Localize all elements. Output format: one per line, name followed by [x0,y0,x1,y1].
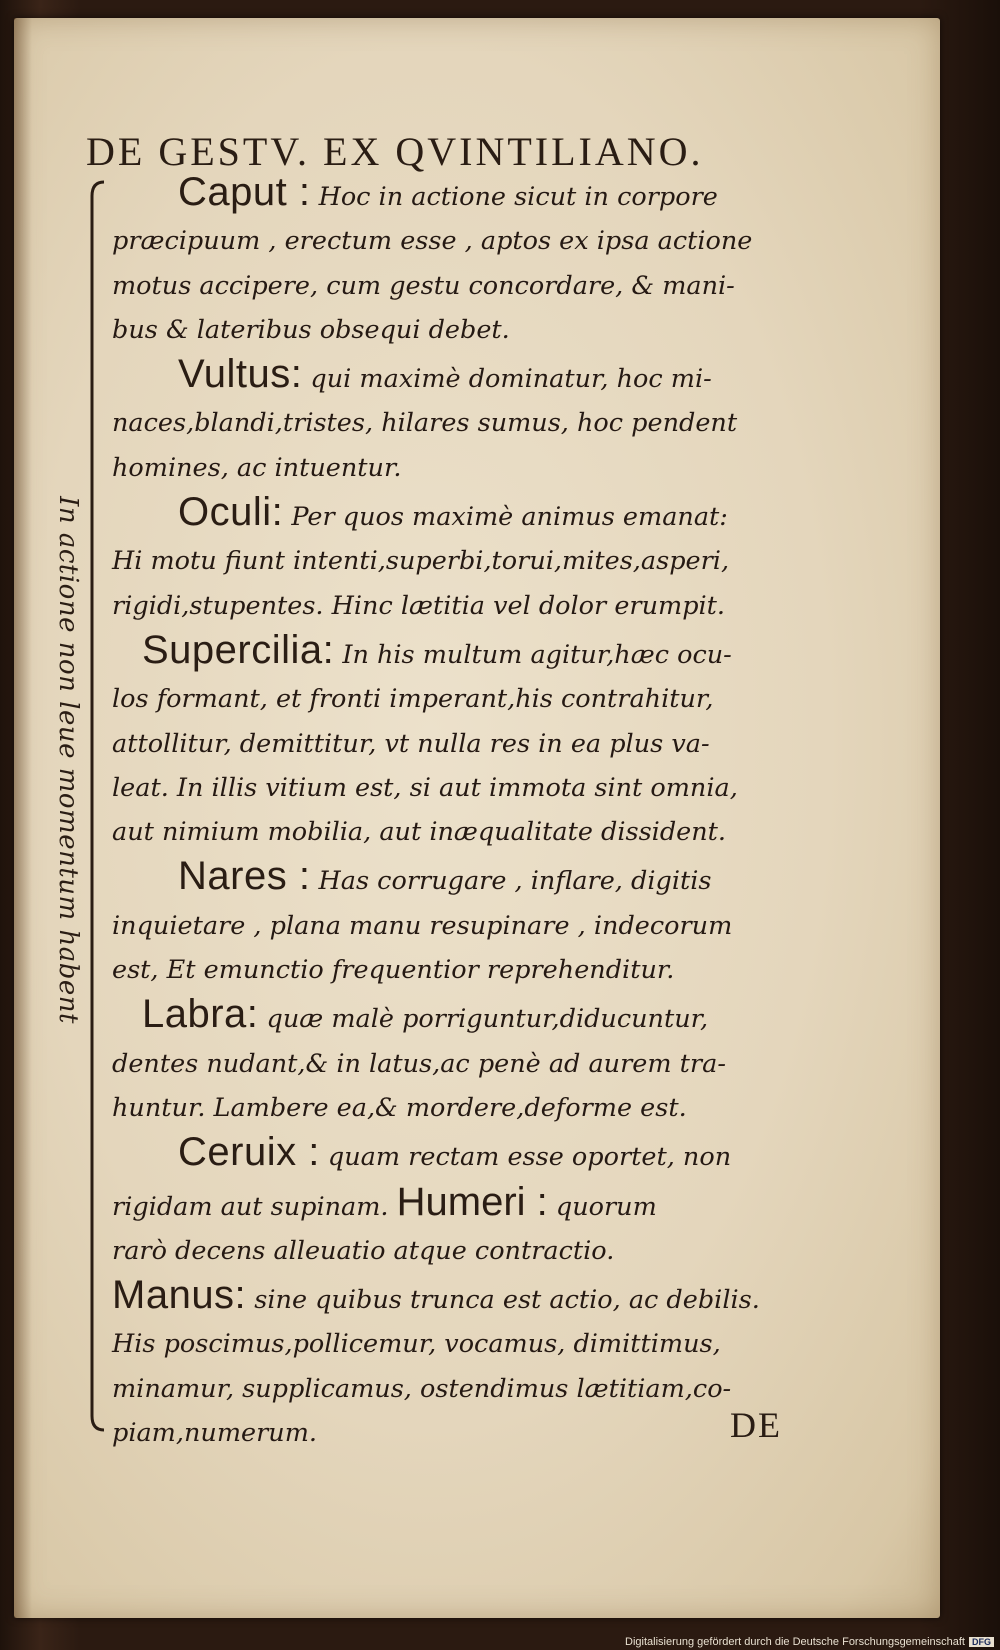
entry-labra [112,992,802,1130]
text-line: Has corrugare , inflare, digitis [318,866,712,897]
entry-heading: Supercilia: [142,627,335,672]
text-line: Hoc in actione sicut in corpore [318,182,718,212]
text-line: qui maximè dominatur, hoc mi- [310,364,712,395]
text-line: leat. In illis vitium est, si aut immota sint omnia, [112,772,738,803]
entry-manus [112,1273,802,1455]
text-line: piam,numerum. [112,1418,317,1449]
catchword: DE [730,1405,782,1445]
marginal-note-text: In actione non leue momentum habent [53,496,83,1024]
text-line: minamur, supplicamus, ostendimus lætitiam,co- [112,1373,732,1404]
entry-vultus [112,352,802,490]
entry-caput [112,170,802,352]
dfg-logo: DFG [969,1637,994,1647]
text-line: motus accipere, cum gestu concordare, & mani- [112,270,735,301]
entry-supercilia [112,628,802,854]
text-line: bus & lateribus obsequi debet. [112,314,510,345]
text-line: quæ malè porriguntur,diducuntur, [266,1004,709,1035]
text-line: aut nimium mobilia, aut inæqualitate dissident. [112,817,727,848]
text-line: quam rectam esse oportet, non [327,1142,732,1173]
page-header: DE GESTV. EX QVINTILIANO. [86,129,704,174]
text-line: homines, ac intuentur. [112,452,402,483]
text-line: huntur. Lambere ea,& mordere,deforme est. [112,1092,687,1123]
entry-ceruix-humeri [112,1130,802,1273]
text-line: rigidam aut supinam. [112,1191,389,1222]
text-line: quorum [555,1191,657,1222]
text-line: inquietare , plana manu resupinare , indecorum [112,910,733,941]
text-line: rarò decens alleuatio atque contractio. [112,1235,615,1266]
text-line: Per quos maximè animus emanat: [291,502,728,533]
entry-heading: Humeri : [396,1179,548,1224]
entry-heading: Manus: [112,1273,247,1318]
credit-text: Digitalisierung gefördert durch die Deutsche Forschungsgemeinschaft [625,1636,965,1648]
entry-heading: Vultus: [178,352,303,397]
entry-nares [112,854,802,992]
entry-oculi [112,490,802,628]
text-line: rigidi,stupentes. Hinc lætitia vel dolor erumpit. [112,590,726,621]
entry-heading: Caput : [178,170,311,214]
text-line: est, Et emunctio frequentior reprehenditur. [112,955,675,986]
entry-heading: Ceruix : [178,1130,320,1175]
digitization-credit [625,1636,994,1648]
text-line: naces,blandi,tristes, hilares sumus, hoc pendent [112,408,738,439]
text-line: dentes nudant,& in latus,ac penè ad aurem tra- [112,1048,726,1079]
text-line: sine quibus trunca est actio, ac debilis. [254,1285,760,1316]
entry-heading: Nares : [178,854,311,899]
text-line: In his multum agitur,hæc ocu- [342,639,732,670]
entry-heading: Labra: [142,992,259,1037]
text-line: præcipuum , erectum esse , aptos ex ipsa actione [112,226,753,257]
text-line: Hi motu fiunt intenti,superbi,torui,mites,asperi, [112,546,730,577]
text-line: His poscimus,pollicemur, vocamus, dimittimus, [112,1329,721,1360]
text-line: attollitur, demittitur, vt nulla res in ea plus va- [112,728,710,759]
text-line: los formant, et fronti imperant,his contrahitur, [112,684,714,715]
entry-heading: Oculi: [178,490,284,535]
main-text [112,170,802,1455]
margin-bracket [86,176,110,1436]
